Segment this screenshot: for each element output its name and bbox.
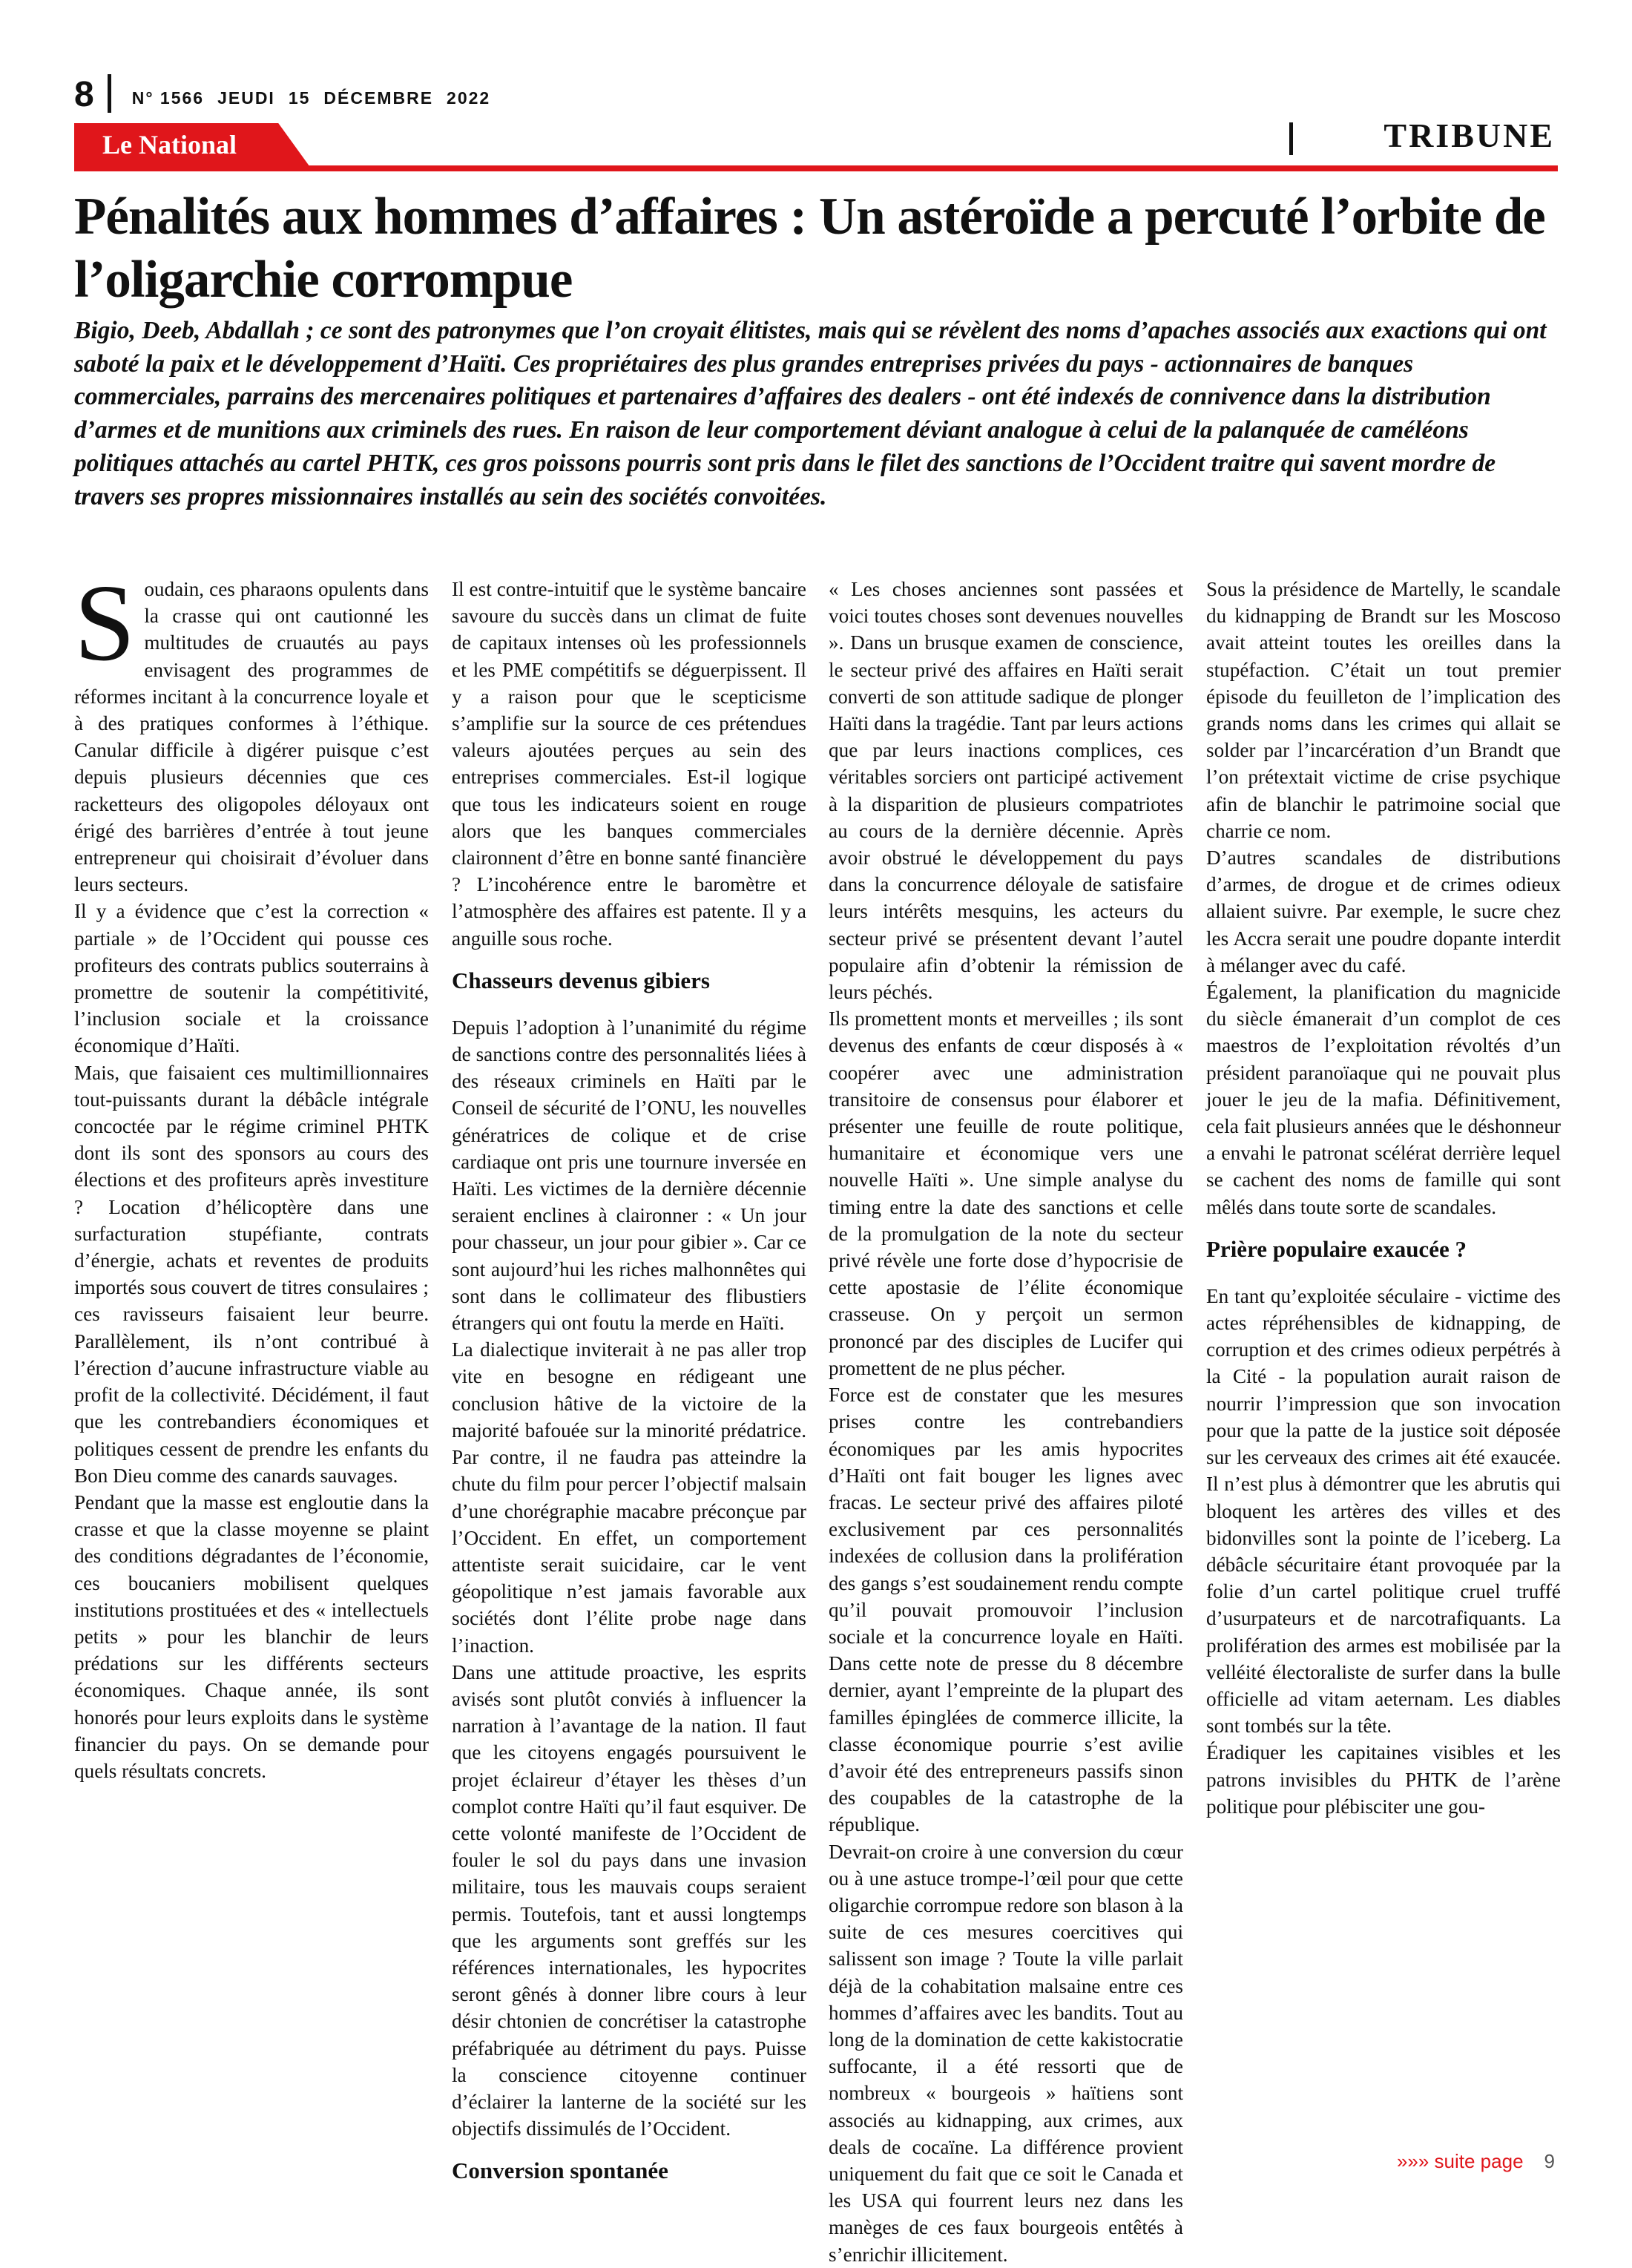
paragraph: Devrait-on croire à une conversion du cœur ou à une astuce trompe-l’œil pour que cette oligarchie corrompue redore son blason à la suite de ces mesures coercitives qui salissent son image ? Toute la ville parlait déjà de la cohabitation malsaine entre ces hommes d’affaires avec les bandits. Tout au long de la domination de cette kakistocratie suffocante, il a été ressorti que de nombreux « bourgeois » haïtiens sont associés au kidnapping, aux crimes, aux deals de cocaïne. La différence provient uniquement du fait que ce soit le Canada et les USA qui fourrent leurs nez dans les manèges de ces faux bourgeois entêtés à s’enrichir illicitement.	[829, 1840, 1183, 2266]
paragraph-text: oudain, ces pharaons opulents dans la crasse qui ont cautionné les multitudes de cruautés au pays envisagent des programmes de réformes incitant à la concurrence loyale et à des pratiques conformes à l’éthique. Canular difficile à digérer puisque c’est depuis plusieurs décennies que ces racketteurs des oligopoles déloyaux ont érigé des barrières d’entrée à tout jeune entrepreneur qui choisirait d’évoluer dans leurs secteurs.	[74, 578, 429, 896]
paragraph: D’autres scandales de distributions d’armes, de drogue et de crimes odieux allaient suivre. Par exemple, le sucre chez les Accra serait une poudre dopante interdit à mélanger avec du café.	[1206, 847, 1561, 976]
paragraph: Dans une attitude proactive, les esprits avisés sont plutôt conviés à influencer la narration à l’avantage de la nation. Il faut que les citoyens engagés poursuivent le projet éclaireur d’étayer les thèses d’un complot contre Haïti qu’il faut esquiver. De cette volonté manifeste de l’Occident de fouler le sol du pays dans une invasion militaire, tous les mauvais coups seraient permis. Toutefois, tant et aussi longtemps que les arguments sont greffés sur les références internationales, les hypocrites seront gênés à donner libre cours à leur désir chtonien de concrétiser la catastrophe préfabriquée au détriment du pays. Puisse la conscience citoyenne continuer d’éclairer la lanterne de la société sur les objectifs dissimulés de l’Occident.	[452, 1660, 806, 2140]
issue-number: N° 1566	[131, 88, 205, 108]
article-chapeau: Bigio, Deeb, Abdallah ; ce sont des patronymes que l’on croyait élitistes, mais qui se révèlent des noms d’apaches associés aux exactions qui ont saboté la paix et le développement d’Haïti. Ces propriétaires des plus grandes entreprises privées du pays - actionnaires de banques commerciales, parrains des mercenaires politiques et partenaires d’affaires des dealers - ont été indexés de connivence dans la distribution d’armes et de munitions aux criminels des rues. En raison de leur comportement déviant analogue à celui de la palanquée de caméléons politiques attachés au cartel PHTK, ces gros poissons pourris sont pris dans le filet des sanctions de l’Occident traitre qui savent mordre de travers ses propres missionnaires installés au sein des sociétés convoitées.	[74, 317, 1547, 510]
paragraph: Pendant que la masse est engloutie dans la crasse et que la classe moyenne se plaint des conditions dégradantes de l’économie, ces boucaniers mobilisent quelques institutions prostituées et des « intellectuels petits » pour les blanchir de leurs prédations sur les différents secteurs économiques. Chaque année, ils sont honorés pour leurs exploits dans le système financier du pays. On se demande pour quels résultats concrets.	[74, 1490, 429, 1782]
article-column-2	[452, 576, 806, 2204]
continued-link[interactable]	[1397, 2150, 1555, 2173]
article-title: Pénalités aux hommes d’affaires : Un astéroïde a percuté l’orbite de l’oligarchie corrompue	[74, 188, 1545, 309]
paragraph: Force est de constater que les mesures prises contre les contrebandiers économiques par les amis hypocrites d’Haïti ont fait bouger les lignes avec fracas. Le secteur privé des affaires piloté exclusivement par ces personnalités indexées de collusion dans la prolifération des gangs s’est soudainement rendu compte qu’il pouvait promouvoir l’inclusion sociale et la concurrence loyale en Haïti. Dans cette note de presse du 8 décembre dernier, ayant l’empreinte de la plupart des familles épinglées de commerce illicite, la classe économique pourrie s’est avilie d’avoir été des entrepreneurs passifs sinon des coupables de la catastrophe de la république.	[829, 1384, 1183, 1836]
continued-page-number: 9	[1544, 2150, 1555, 2172]
article-column-3	[829, 576, 1183, 2268]
section-divider	[1289, 122, 1293, 155]
page-number: 8	[74, 75, 94, 114]
issue-line	[132, 88, 504, 113]
paragraph: En tant qu’exploitée séculaire - victime des actes répréhensibles de kidnapping, de corruption et des crimes odieux perpétrés à la Cité - la population aurait raison de nourrir l’impression que son invocation pour que la patte de la justice soit déposée sur les cerveaux des crimes ait été exaucée. Il n’est plus à démontrer que les abrutis qui bloquent les artères des villes et des bidonvilles sont la pointe de l’iceberg. La débâcle sécuritaire étant provoquée par la folie d’un cartel politique cruel truffé d’usurpateurs et de narcotrafiquants. La prolifération des armes est mobilisée par la velléité électoraliste de surfer dans la bulle officielle ad vitam aeternam. Les diables sont tombés sur la tête.	[1206, 1284, 1561, 1738]
issue-day: 15	[288, 88, 311, 108]
header-red-rule	[74, 165, 1558, 171]
paragraph: Il y a évidence que c’est la correction « partiale » de l’Occident qui pousse ces profiteurs des contrats publics souterrains à promettre de soutenir la compétitivité, l’inclusion sociale et la croissance économique d’Haïti.	[74, 900, 429, 1057]
paragraph: Sous la présidence de Martelly, le scandale du kidnapping de Brandt sur les Moscoso avait atteint toutes les oreilles dans la stupéfaction. C’était un tout premier épisode du feuilleton de l’implication des grands noms dans les crimes qui allait se solder par l’incarcération d’un Brandt que l’on prétextait victime de crise psychique afin de blanchir le patrimoine social que charrie ce nom.	[1206, 578, 1561, 842]
continued-label: »»» suite page	[1396, 2150, 1524, 2172]
article-column-4	[1206, 576, 1561, 1820]
subheading: Chasseurs devenus gibiers	[452, 967, 710, 993]
paragraph: Également, la planification du magnicide du siècle émanerait d’un complot de ces maestros de l’exploitation révoltés d’un président paranoïaque qui ne pouvait plus jouer le jeu de la mafia. Définitivement, cela fait plusieurs années que le déshonneur a envahi le patronat scélérat derrière lequel se cachent des noms de famille qui sont mêlés dans toute sorte de scandales.	[1206, 981, 1561, 1218]
drop-cap: S	[74, 562, 136, 684]
subheading: Prière populaire exaucée ?	[1206, 1235, 1467, 1262]
issue-month: DÉCEMBRE	[323, 88, 434, 108]
paragraph: La dialectique inviterait à ne pas aller trop vite en besogne en rédigeant une conclusion hâtive de la victoire de la majorité bafouée sur la minorité prédatrice. Par contre, il ne faudra pas atteindre la chute du film pour percer l’objectif malsain d’une chorégraphie macabre préconçue par l’Occident. En effet, un comportement attentiste serait suicidaire, car le vent géopolitique n’est jamais favorable aux sociétés dont l’élite probe nage dans l’inaction.	[452, 1338, 806, 1657]
issue-weekday: JEUDI	[217, 88, 275, 108]
issue-year: 2022	[447, 88, 491, 108]
paragraph	[74, 562, 429, 898]
article-column-1	[74, 562, 429, 1784]
paragraph: Éradiquer les capitaines visibles et les patrons invisibles du PHTK de l’arène politique pour plébisciter une gou-	[1206, 1741, 1561, 1818]
subheading: Conversion spontanée	[452, 2157, 668, 2184]
section-label: TRIBUNE	[1383, 116, 1555, 154]
paragraph: Ils promettent monts et merveilles ; ils sont devenus des enfants de cœur disposés à « coopérer avec une administration transitoire de consensus pour élaborer et présenter une feuille de route politique, humanitaire et économique vers une nouvelle Haïti ». Une simple analyse du timing entre la date des sanctions et celle de la promulgation de la note du secteur privé révèle une forte dose d’hypocrisie de cette apostasie de l’élite économique crasseuse. On y perçoit un sermon prononcé par des disciples de Lucifer qui promettent de ne plus pécher.	[829, 1008, 1183, 1379]
paragraph: « Les choses anciennes sont passées et voici toutes choses sont devenues nouvelles ». Dans un brusque examen de conscience, le secteur privé des affaires en Haïti serait converti de son attitude sadique de plonger Haïti dans la tragédie. Tant par leurs actions que par leurs inactions complices, ces véritables sorciers ont participé activement à la disparition de plusieurs compatriotes au cours de la dernière décennie. Après avoir obstrué le développement du pays dans la concurrence déloyale de satisfaire leurs intérêts mesquins, les acteurs du secteur privé se présentent devant l’autel populaire afin d’obtenir la rémission de leurs péchés.	[829, 578, 1183, 1004]
paragraph: Mais, que faisaient ces multimillionnaires tout-puissants durant la débâcle intégrale concoctée par le régime criminel PHTK dont ils sont des sponsors au cours des élections et des profiteurs après investiture ? Location d’hélicoptère dans une surfacturation stupéfiante, contrats d’énergie, achats et reventes de produits importés sous couvert de titres consulaires ; ces ravisseurs faisaient leur beurre. Parallèlement, ils n’ont contribué à l’érection d’aucune infrastructure viable au profit de la collectivité. Décidément, il faut que les contrebandiers économiques et politiques cessent de prendre les enfants du Bon Dieu comme des canards sauvages.	[74, 1061, 429, 1487]
header-divider	[108, 74, 111, 113]
page-header	[74, 68, 504, 113]
brand-name: Le National	[102, 130, 237, 160]
paragraph: Depuis l’adoption à l’unanimité du régime de sanctions contre des personnalités liées à des réseaux criminels en Haïti par le Conseil de sécurité de l’ONU, les nouvelles génératrices de colique et de crise cardiaque ont pris une tournure inversée en Haïti. Les victimes de la dernière décennie seraient enclines à claironner : « Un jour pour chasseur, un jour pour gibier ». Car ce sont aujourd’hui les riches malhonnêtes qui sont dans le collimateur des flibustiers étrangers qui ont foutu la merde en Haïti.	[452, 1016, 806, 1335]
paragraph: Il est contre-intuitif que le système bancaire savoure du succès dans un climat de fuite de capitaux intenses où les professionnels et les PME compétitifs se déguerpissent. Il y a raison pour que le scepticisme s’amplifie sur la source de ces prétendues valeurs ajoutées perçues au sein des entreprises commerciales. Est-il logique que tous les indicateurs soient en rouge alors que les banques commerciales claironnent d’être en bonne santé financière ? L’incohérence entre le baromètre et l’atmosphère des affaires est patente. Il y a anguille sous roche.	[452, 578, 806, 950]
